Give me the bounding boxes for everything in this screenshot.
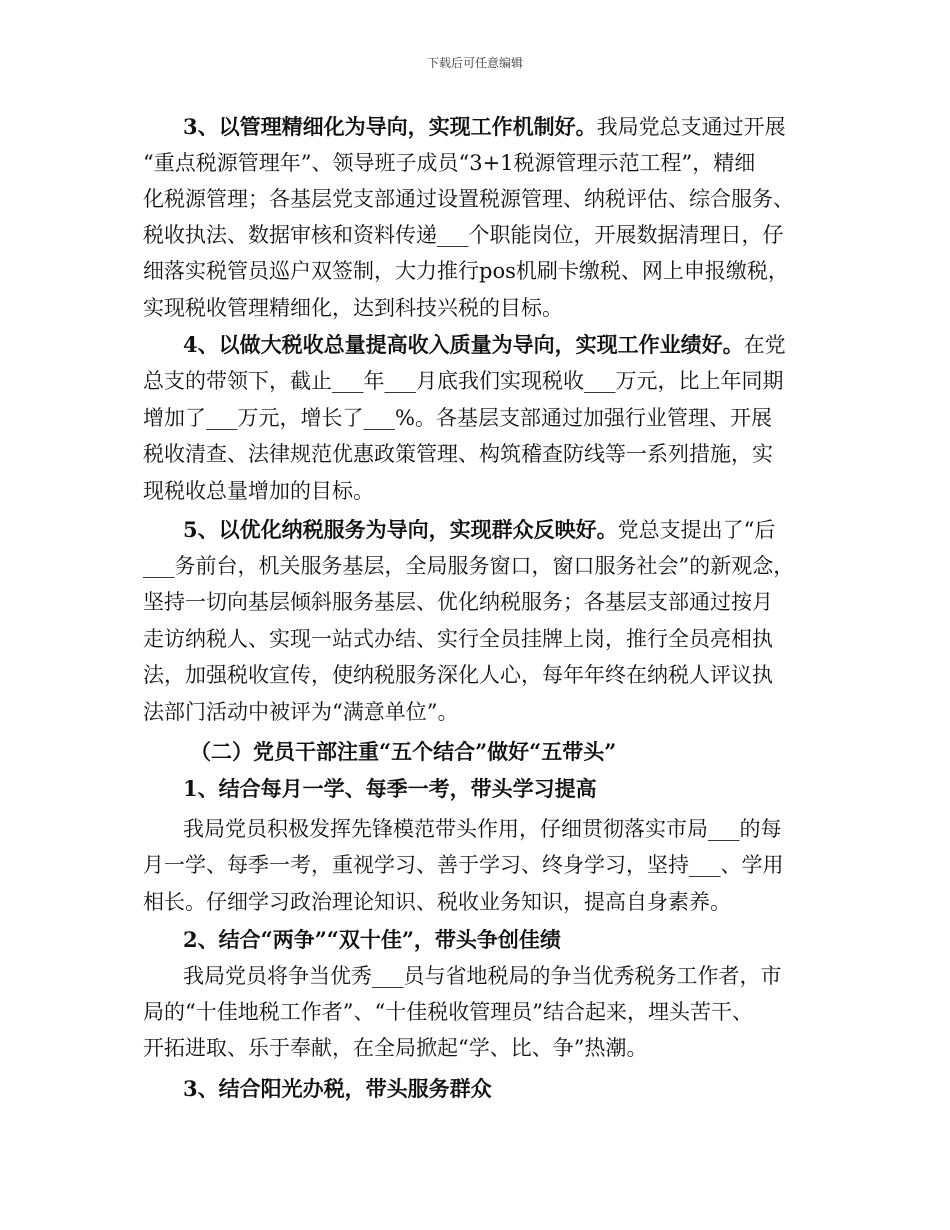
text-line xyxy=(183,514,775,546)
text-line xyxy=(190,736,616,768)
bold-heading-run: （二）党员干部注重“五个结合”做好“五带头” xyxy=(190,739,617,764)
text-run: 开拓进取、乐于奉献，在全局掀起“学、比、争”热潮。 xyxy=(143,1036,648,1060)
text-run: 党总支提出了“后 xyxy=(617,518,776,542)
text-line xyxy=(183,1073,492,1105)
text-line xyxy=(143,1032,647,1064)
bold-heading-run: 1、结合每月一学、每季一考，带头学习提高 xyxy=(183,776,597,801)
text-run: 走访纳税人、实现一站式办结、实行全员挂牌上岗，推行全员亮相执 xyxy=(143,627,773,651)
text-run: 坚持一切向基层倾斜服务基层、优化纳税服务；各基层支部通过按月 xyxy=(143,590,773,614)
text-line xyxy=(143,996,753,1028)
text-line xyxy=(183,111,786,143)
text-run: 我局党总支通过开展 xyxy=(596,115,786,139)
text-run: 增加了___万元，增长了___%。各基层支部通过加强行业管理、开展 xyxy=(143,406,772,430)
bold-heading-run: 3、结合阳光办税，带头服务群众 xyxy=(183,1076,492,1101)
text-line xyxy=(143,659,773,691)
text-line xyxy=(143,292,563,324)
text-run: 细落实税管员巡户双签制，大力推行pos机刷卡缴税、网上申报缴税， xyxy=(143,259,789,283)
text-run: 化税源管理；各基层党支部通过设置税源管理、纳税评估、综合服务、 xyxy=(143,187,794,211)
text-run: 我局党员将争当优秀___员与省地税局的争当优秀税务工作者，市 xyxy=(183,964,782,988)
text-line xyxy=(143,147,755,179)
text-line xyxy=(143,623,773,655)
bold-heading-run: 4、以做大税收总量提高收入质量为导向，实现工作业绩好。 xyxy=(183,332,744,357)
text-run: 我局党员积极发挥先锋模范带头作用，仔细贯彻落实市局___的每 xyxy=(183,817,782,841)
text-line xyxy=(143,586,773,618)
text-run: ___务前台，机关服务基层，全局服务窗口，窗口服务社会”的新观念， xyxy=(143,554,795,578)
text-line xyxy=(143,696,458,728)
text-run: 总支的带领下，截止___年___月底我们实现税收___万元，比上年同期 xyxy=(143,369,784,393)
text-line xyxy=(143,219,784,251)
text-run: 法部门活动中被评为“满意单位”。 xyxy=(143,700,459,724)
text-line xyxy=(143,255,789,287)
text-run: 法，加强税收宣传，使纳税服务深化人心，每年年终在纳税人评议执 xyxy=(143,663,773,687)
text-run: 局的“十佳地税工作者”、“十佳税收管理员”结合起来，埋头苦干、 xyxy=(143,1000,753,1024)
text-run: 现税收总量增加的目标。 xyxy=(143,479,374,503)
text-line xyxy=(143,849,784,881)
text-line xyxy=(143,365,784,397)
page-header-note: 下载后可任意编辑 xyxy=(426,56,523,70)
bold-heading-run: 5、以优化纳税服务为导向，实现群众反映好。 xyxy=(183,517,618,542)
text-line xyxy=(183,813,782,845)
text-line xyxy=(143,550,794,582)
text-run: 税收执法、数据审核和资料传递___个职能岗位，开展数据清理日，仔 xyxy=(143,223,784,247)
text-run: 税收清查、法律规范优惠政策管理、构筑稽查防线等一系列措施，实 xyxy=(143,442,773,466)
text-line xyxy=(183,773,597,805)
text-run: 月一学、每季一考，重视学习、善于学习、终身学习，坚持___、学用 xyxy=(143,853,784,877)
bold-heading-run: 2、结合“两争”“双十佳”，带头争创佳绩 xyxy=(183,927,561,952)
text-run: 相长。仔细学习政治理论知识、税收业务知识，提高自身素养。 xyxy=(143,890,731,914)
text-line xyxy=(143,183,794,215)
text-run: 实现税收管理精细化，达到科技兴税的目标。 xyxy=(143,296,563,320)
text-line xyxy=(143,886,731,918)
text-line xyxy=(183,329,786,361)
bold-heading-run: 3、以管理精细化为导向，实现工作机制好。 xyxy=(183,114,597,139)
text-line xyxy=(183,960,782,992)
text-line xyxy=(143,402,772,434)
text-line xyxy=(183,924,561,956)
text-run: 在党 xyxy=(743,333,786,357)
text-line xyxy=(143,475,374,507)
text-line xyxy=(143,438,773,470)
text-run: “重点税源管理年”、领导班子成员“3+1税源管理示范工程”，精细 xyxy=(143,151,756,175)
